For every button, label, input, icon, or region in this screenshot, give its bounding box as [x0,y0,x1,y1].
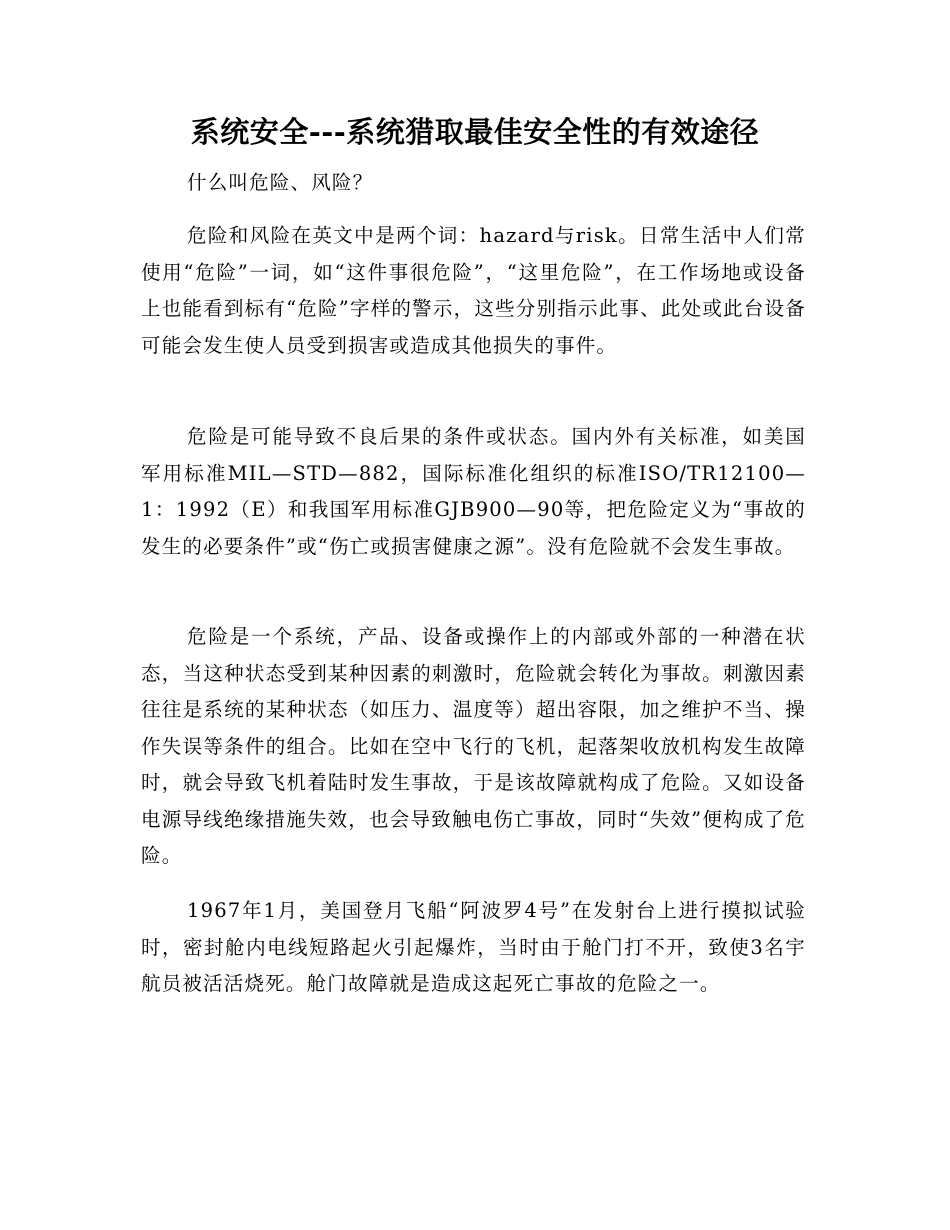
paragraph-apollo-example: 1967年1月，美国登月飞船“阿波罗4号”在发射台上进行摸拟试验时，密封舱内电线短路起火引起爆炸，当时由于舱门打不开，致使3名宇航员被活活烧死。舱门故障就是造成这起死亡事故的危险之一。 [141,899,806,995]
document-title: 系统安全---系统猎取最佳安全性的有效途径 [190,115,760,149]
paragraph-hazard-system: 危险是一个系统，产品、设备或操作上的内部或外部的一种潜在状态，当这种状态受到某种因素的刺激时，危险就会转化为事故。刺激因素往往是系统的某种状态（如压力、温度等）超出容限，加之维护不当、操作失误等条件的组合。比如在空中飞行的飞机，起落架收放机构发生故障时，就会导致飞机着陆时发生事故，于是该故障就构成了危险。又如设备电源导线绝缘措施失效，也会导致触电伤亡事故，同时“失效”便构成了危险。 [141,625,806,867]
paragraph-hazard-definition: 危险是可能导致不良后果的条件或状态。国内外有关标准，如美国军用标准MIL—STD—882，国际标准化组织的标准ISO/TR12100—1：1992（E）和我国军用标准GJB900—90等，把危险定义为“事故的发生的必要条件”或“伤亡或损害健康之源”。没有危险就不会发生事故。 [141,425,806,558]
paragraph-question: 什么叫危险、风险？ [187,171,374,194]
paragraph-hazard-risk: 危险和风险在英文中是两个词：hazard与risk。日常生活中人们常使用“危险”一词，如“这件事很危险”，“这里危险”，在工作场地或设备上也能看到标有“危险”字样的警示，这些分别指示此事、此处或此台设备可能会发生使人员受到损害或造成其他损失的事件。 [141,224,806,357]
